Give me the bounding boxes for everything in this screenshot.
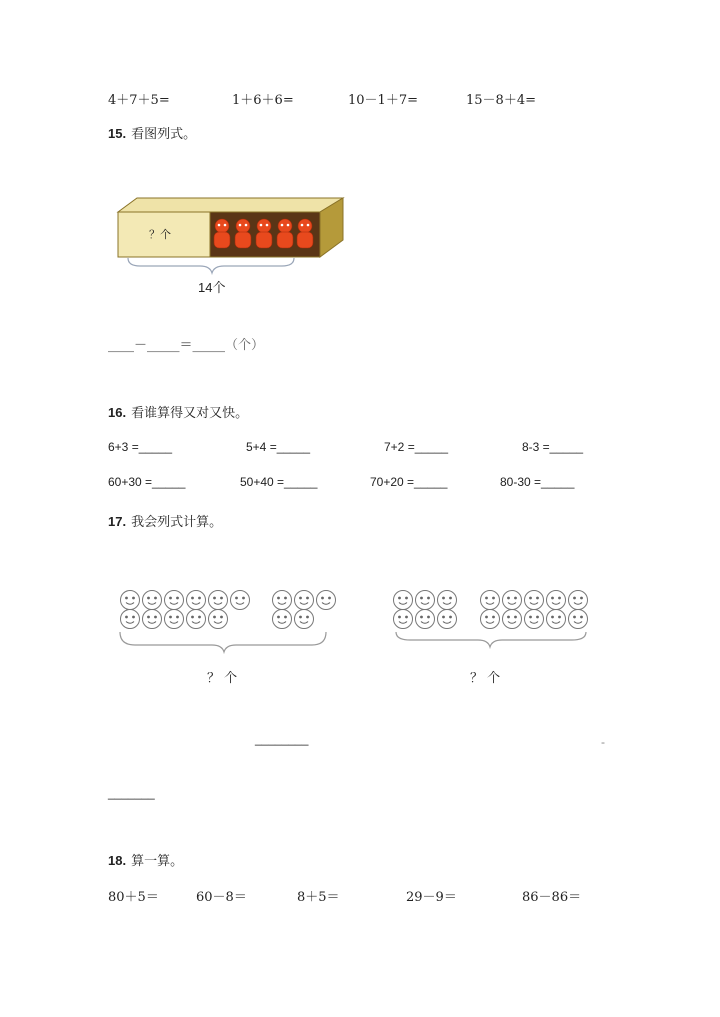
q17-number: 17. (108, 514, 127, 529)
q18-item-5: 86－86＝ (522, 890, 582, 905)
expr-3: 10－1＋7= (348, 93, 418, 108)
smiley-face-icon (209, 610, 228, 629)
smiley-face-icon (121, 591, 140, 610)
smiley-face-icon (394, 591, 413, 610)
q18-item-2: 60－8＝ (196, 890, 247, 905)
q16-r2-1: 60+30 =_____ (108, 475, 186, 489)
q15-unit: （个） (225, 338, 265, 353)
box-question-label: ？个 (149, 229, 171, 241)
q16-r1-2: 5+4 =_____ (246, 440, 311, 454)
smiley-face-icon (273, 591, 292, 610)
smiley-face-icon (317, 591, 336, 610)
q18-title: 算一算。 (131, 854, 184, 869)
q17-title: 我会列式计算。 (131, 515, 223, 530)
q17-right-question: ？ 个 (470, 671, 501, 686)
smiley-face-icon (231, 591, 250, 610)
total-label: 14个 (198, 280, 226, 295)
smiley-face-icon (273, 610, 292, 629)
smiley-face-icon (187, 591, 206, 610)
q17-right-brace (396, 632, 586, 647)
smiley-face-icon (503, 610, 522, 629)
q18-item-3: 8＋5＝ (297, 890, 340, 905)
q15-title: 看图列式。 (131, 127, 197, 142)
q16-r2-2: 50+40 =_____ (240, 475, 318, 489)
q16-number: 16. (108, 405, 127, 420)
smiley-face-icon (143, 610, 162, 629)
expr-4: 15－8＋4= (466, 93, 536, 108)
smiley-face-icon (547, 591, 566, 610)
smiley-face-icon (295, 591, 314, 610)
smiley-face-icon (394, 610, 413, 629)
smiley-face-icon (121, 610, 140, 629)
q18-item-1: 80＋5＝ (108, 890, 159, 905)
smiley-face-icon (481, 610, 500, 629)
q16-r2-4: 80-30 =_____ (500, 475, 575, 489)
q18-item-4: 29－9＝ (406, 890, 457, 905)
smiley-face-icon (187, 610, 206, 629)
smiley-face-icon (295, 610, 314, 629)
q16-r1-3: 7+2 =_____ (384, 440, 449, 454)
smiley-face-icon (569, 610, 588, 629)
smiley-face-icon (416, 591, 435, 610)
q15-minus: － (134, 338, 148, 353)
q16-r2-3: 70+20 =_____ (370, 475, 448, 489)
smiley-face-icon (416, 610, 435, 629)
smiley-face-icon (525, 610, 544, 629)
q17-answer-dash: - (601, 735, 605, 749)
q15-blank-3[interactable]: _____ (192, 338, 226, 353)
q18-heading (108, 850, 183, 869)
smiley-face-icon (569, 591, 588, 610)
smiley-face-icon (209, 591, 228, 610)
q16-r1-4: 8-3 =_____ (522, 440, 584, 454)
q17-left-brace (120, 632, 326, 652)
q17-answer-line-1[interactable]: ________ (255, 732, 309, 746)
q15-number: 15. (108, 126, 127, 141)
q16-title: 看谁算得又对又快。 (131, 406, 249, 421)
smiley-face-icon (438, 610, 457, 629)
smiley-face-icon (438, 591, 457, 610)
smiley-face-icon (143, 591, 162, 610)
smiley-face-icon (547, 610, 566, 629)
smiley-face-icon (503, 591, 522, 610)
expr-2: 1＋6＋6= (232, 93, 294, 108)
q16-r1-1: 6+3 =_____ (108, 440, 173, 454)
smiley-face-icon (165, 610, 184, 629)
q15-blank-1[interactable]: ____ (108, 338, 134, 353)
smiley-face-icon (525, 591, 544, 610)
q15-equals: ＝ (179, 338, 193, 353)
q17-answer-line-2[interactable]: _______ (108, 786, 155, 800)
expr-1: 4＋7＋5= (108, 93, 170, 108)
q15-blank-2[interactable]: _____ (147, 338, 180, 353)
q18-number: 18. (108, 853, 127, 868)
q17-left-question: ？ 个 (207, 671, 238, 686)
smiley-face-icon (481, 591, 500, 610)
smiley-face-icon (165, 591, 184, 610)
